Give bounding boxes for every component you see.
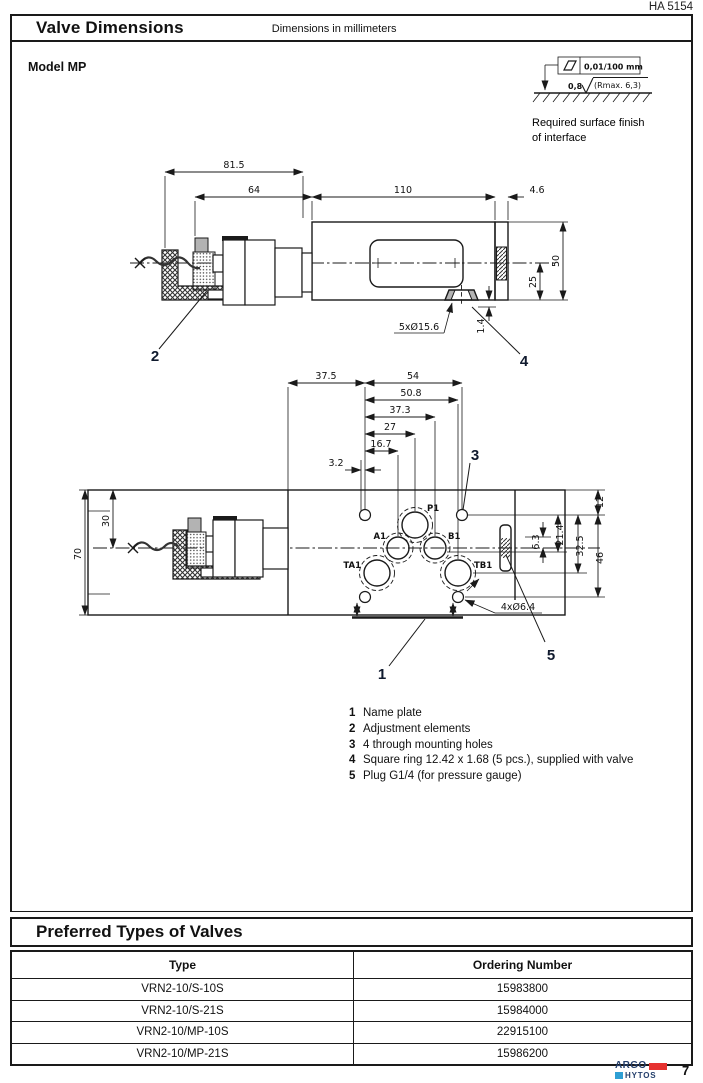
dim-1-4: 1.4 — [476, 318, 487, 334]
seal-wire — [133, 542, 178, 550]
page-number: 7 — [682, 1063, 690, 1078]
dim-21-4: 21.4 — [555, 524, 566, 546]
side-view-drawing — [55, 150, 620, 378]
callout-4: 4 — [519, 353, 529, 370]
dim-27: 27 — [383, 422, 397, 433]
port-ta1-label: TA1 — [343, 561, 361, 571]
top-view-drawing — [55, 370, 655, 692]
dim-4-6: 4.6 — [529, 185, 545, 196]
dimensions-right — [531, 490, 606, 597]
cell-type: VRN2-10/S-10S — [12, 979, 354, 1000]
dim-37-5: 37.5 — [315, 371, 337, 382]
cell-ordering-number: 15983800 — [496, 983, 549, 996]
roughness-value: 0,8 — [568, 82, 583, 91]
col-header-type: Type — [12, 952, 354, 978]
legend-item: 5 Plug G1/4 (for pressure gauge) — [349, 770, 522, 783]
manifold-outline — [88, 490, 600, 615]
legend-item: 3 4 through mounting holes — [349, 738, 493, 751]
flatness-icon — [564, 61, 576, 70]
dim-50: 50 — [551, 254, 562, 268]
dim-110: 110 — [393, 185, 413, 196]
dim-6-3: 6.3 — [531, 534, 542, 550]
dim-46: 46 — [595, 551, 606, 565]
port-p1-label: P1 — [427, 504, 440, 514]
dim-37-3: 37.3 — [389, 405, 411, 416]
units-note: Dimensions in millimeters — [271, 23, 397, 35]
table-row — [12, 1021, 691, 1043]
flatness-value: 0,01/100 mm — [584, 62, 643, 72]
drawing-legend — [349, 706, 633, 785]
dim-4xd6-4: 4xØ6.4 — [500, 602, 536, 613]
cell-type: VRN2-10/S-21S — [12, 1001, 354, 1022]
valve-silhouette — [128, 516, 288, 579]
section-header-preferred-types — [10, 917, 693, 947]
cell-type: VRN2-10/MP-21S — [12, 1044, 354, 1065]
dim-12: 12 — [595, 495, 606, 509]
callout-2: 2 — [150, 348, 160, 365]
cell-ordering-number: 15984000 — [496, 1004, 549, 1017]
cell-ordering-number: 22915100 — [496, 1026, 549, 1039]
table-row — [12, 978, 691, 1000]
logo-red-rect — [649, 1063, 667, 1070]
callout-5: 5 — [546, 647, 556, 664]
argo-hytos-logo — [615, 1062, 667, 1080]
table-header-row — [12, 952, 691, 978]
square-ring — [445, 285, 478, 306]
callout-1: 1 — [377, 666, 387, 683]
mounting-holes-callout — [465, 579, 542, 613]
legend-item: 2 Adjustment elements — [349, 722, 471, 735]
dim-32-5: 32.5 — [575, 535, 586, 557]
port-a1-label: A1 — [373, 532, 386, 542]
hatching — [533, 93, 650, 102]
dimensions-top — [288, 371, 462, 470]
surface-finish-caption-2: of interface — [532, 132, 587, 144]
surface-finish-diagram — [520, 50, 698, 152]
logo-text-argo: ARGO — [615, 1060, 647, 1071]
page-title: Valve Dimensions — [36, 18, 184, 37]
extension-lines — [79, 387, 605, 615]
dim-54: 54 — [406, 371, 420, 382]
cell-type: VRN2-10/MP-10S — [12, 1022, 354, 1043]
table-row — [12, 1000, 691, 1022]
preferred-types-table — [10, 950, 693, 1066]
preferred-types-title: Preferred Types of Valves — [36, 922, 243, 941]
legend-item: 4 Square ring 12.42 x 1.68 (5 pcs.), supplied with valve — [349, 754, 634, 767]
logo-blue-square — [615, 1072, 623, 1079]
dim-30: 30 — [101, 514, 112, 528]
dim-3-2: 3.2 — [328, 458, 344, 469]
logo-text-hytos: HYTOS — [625, 1070, 657, 1080]
model-label: Model MP — [28, 60, 87, 74]
col-header-ordering-number: Ordering Number — [472, 958, 573, 972]
surface-finish-caption-1: Required surface finish — [532, 117, 645, 129]
legend-item: 1 Name plate — [349, 707, 422, 719]
dim-70: 70 — [73, 547, 84, 561]
section-header-valve-dimensions — [10, 14, 693, 42]
dim-25: 25 — [528, 275, 539, 289]
roughness-note: (Rmax. 6,3) — [594, 81, 642, 90]
port-tb1-label: TB1 — [474, 561, 493, 571]
port-b1-label: B1 — [448, 532, 461, 542]
doc-code: HA 5154 — [648, 1, 693, 13]
dim-5xd15-6: 5xØ15.6 — [398, 322, 440, 333]
adjustment-assembly — [135, 236, 312, 305]
cell-ordering-number: 15986200 — [496, 1047, 549, 1060]
dim-50-8: 50.8 — [400, 388, 422, 399]
dim-16-7: 16.7 — [370, 439, 392, 450]
pressure-gauge-plug — [500, 525, 511, 571]
dim-64: 64 — [247, 185, 261, 196]
callout-3: 3 — [470, 447, 480, 464]
dim-81-5: 81.5 — [223, 160, 245, 171]
dimensions-left — [73, 490, 113, 615]
table-row — [12, 1043, 691, 1065]
